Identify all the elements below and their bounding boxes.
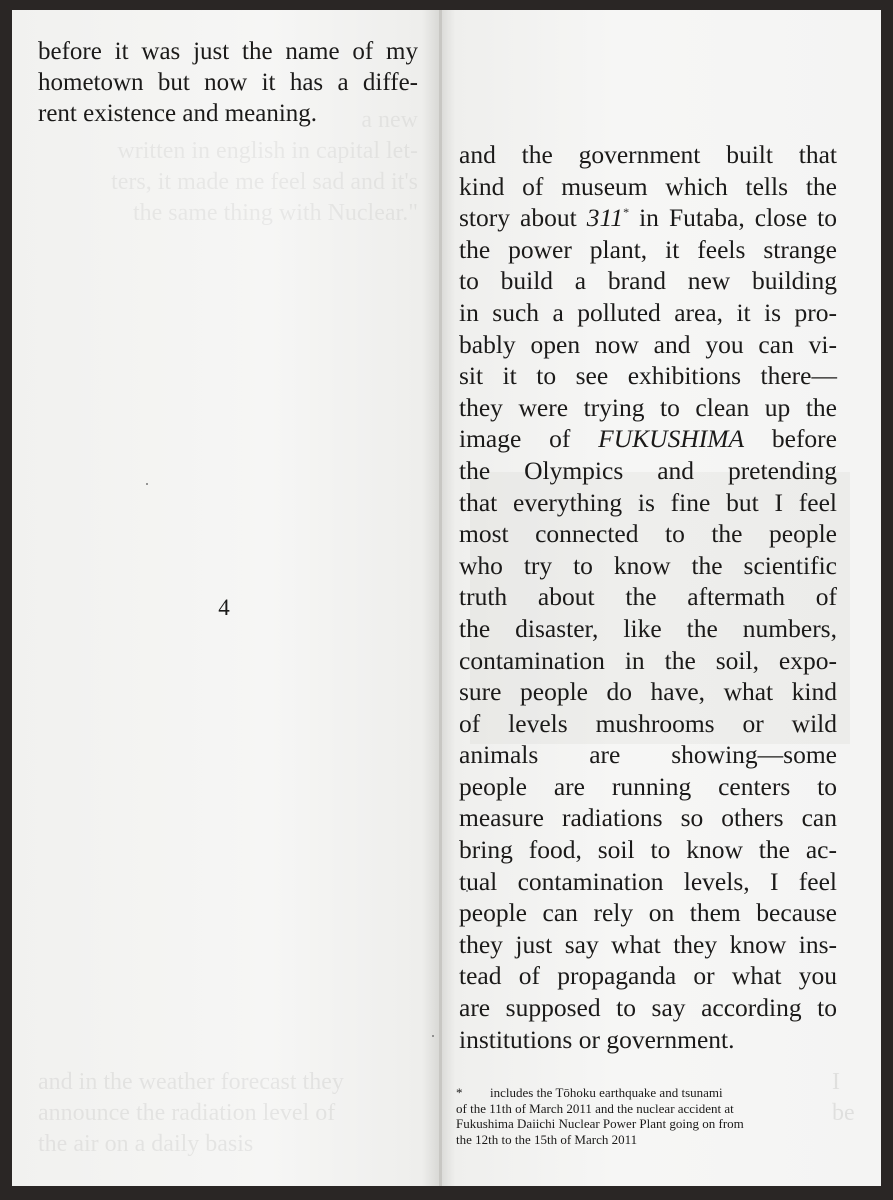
- text-line: the Olympics and pretending: [459, 455, 837, 485]
- text-line: to build a brand new building: [459, 266, 837, 296]
- text-line: story about 311* in Futaba, close to: [459, 203, 837, 233]
- text-line: truth about the aftermath of: [459, 582, 837, 612]
- paper-speck: [146, 483, 148, 485]
- text-line: are supposed to say according to: [459, 993, 837, 1023]
- paper-speck: [432, 1035, 434, 1037]
- italic-term: 311: [586, 203, 624, 233]
- text-line: who try to know the scientific: [459, 550, 837, 580]
- text-line: contamination in the soil, expo-: [459, 645, 837, 675]
- text-line: tual contamination levels, I feel: [459, 866, 837, 896]
- text-line: they were trying to clean up the: [459, 392, 837, 422]
- text-line: of levels mushrooms or wild: [459, 708, 837, 738]
- text-line: animals are showing—some: [459, 740, 837, 770]
- text-line: the disaster, like the numbers,: [459, 613, 837, 643]
- text-line: sit it to see exhibitions there—: [459, 361, 837, 391]
- footnote-line: Fukushima Daiichi Nuclear Power Plant going on from: [456, 1116, 744, 1131]
- text-line: measure radiations so others can: [459, 803, 837, 833]
- left-page: [12, 10, 439, 1186]
- right-page-body: [459, 139, 837, 1055]
- text-line: image of FUKUSHIMA before: [459, 424, 837, 454]
- show-through-text-bottom-right: I be: [832, 1069, 855, 1126]
- text-line: people are running centers to: [459, 771, 837, 801]
- footnote-line: of the 11th of March 2011 and the nuclear accident at: [456, 1100, 734, 1116]
- text-line: the power plant, it feels strange: [459, 234, 837, 264]
- text-line: tead of propaganda or what you: [459, 961, 837, 991]
- page-number: 4: [218, 595, 230, 620]
- italic-term: FUKUSHIMA: [598, 424, 745, 454]
- text-line: bring food, soil to know the ac-: [459, 835, 837, 865]
- show-through-text-bottom: and in the weather forecast they announce the radiation level of the air on a daily basis: [38, 1069, 344, 1157]
- text-line: people can rely on them because: [459, 898, 837, 928]
- footnote-asterisk: *: [456, 1085, 463, 1100]
- text-line: and the government built that: [459, 140, 837, 169]
- footnote: [456, 1085, 836, 1147]
- text-line: before it was just the name of my: [38, 38, 418, 65]
- text-line: sure people do have, what kind: [459, 677, 837, 707]
- text-line: in such a polluted area, it is pro-: [459, 297, 837, 327]
- text-line: institutions or government.: [459, 1024, 735, 1054]
- show-through-text: a new written in english in capital let- ters, it made me feel sad and it's the same thing with Nuclear.": [111, 107, 418, 226]
- footnote-marker: *: [623, 205, 630, 220]
- left-page-body: [38, 36, 418, 129]
- text-line: kind of museum which tells the: [459, 171, 837, 201]
- text-line: bably open now and you can vi-: [459, 329, 837, 359]
- text-line: most connected to the people: [459, 519, 837, 549]
- text-line: rent existence and meaning.: [38, 100, 318, 127]
- footnote-line: * includes the Tōhoku earthquake and tsunami: [456, 1085, 723, 1100]
- text-line: that everything is fine but I feel: [459, 487, 837, 517]
- text-line: hometown but now it has a diffe-: [38, 69, 418, 96]
- text-line: they just say what they know ins-: [459, 929, 837, 959]
- footnote-line: the 12th to the 15th of March 2011: [456, 1131, 638, 1147]
